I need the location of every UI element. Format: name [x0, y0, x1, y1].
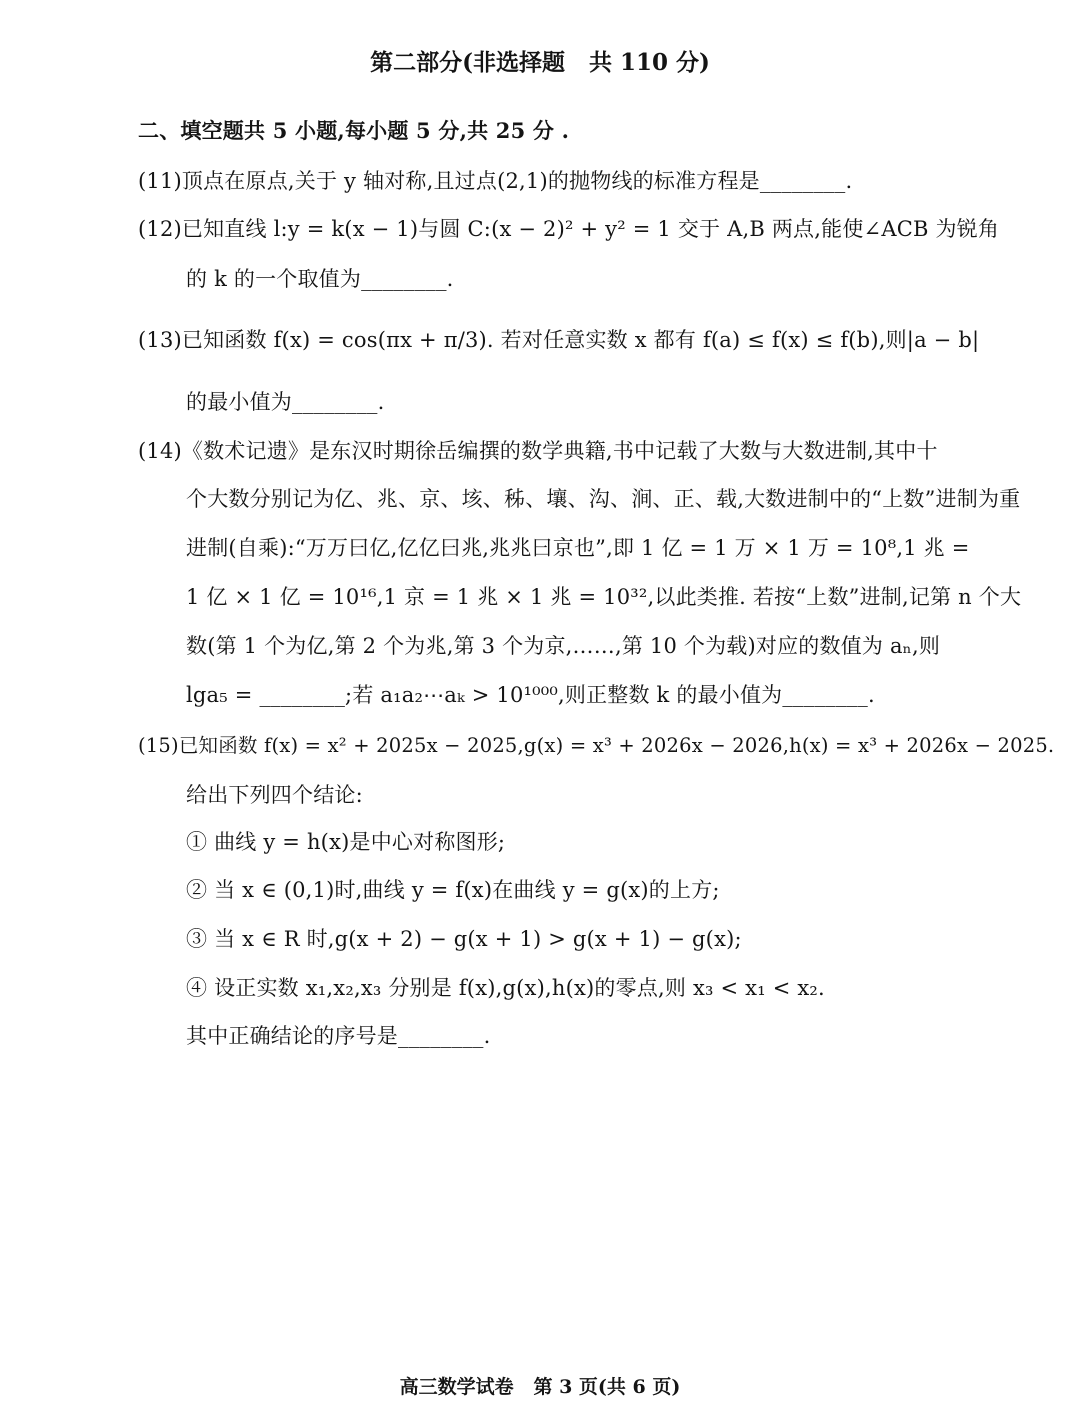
question-14-line-4: 1 亿 × 1 亿 = 10¹⁶,1 京 = 1 兆 × 1 兆 = 10³²,以此类推. 若按“上数”进制,记第 n 个大 — [186, 585, 1022, 609]
question-14-line-5: 数(第 1 个为亿,第 2 个为兆,第 3 个为京,……,第 10 个为载)对应的数值为 aₙ,则 — [186, 634, 941, 658]
question-14-line-1: (14)《数术记遗》是东汉时期徐岳编撰的数学典籍,书中记载了大数与大数进制,其中十 — [138, 439, 938, 463]
section-heading: 二、填空题共 5 小题,每小题 5 分,共 25 分 . — [138, 118, 570, 143]
question-14-line-3: 进制(自乘):“万万曰亿,亿亿曰兆,兆兆曰京也”,即 1 亿 = 1 万 × 1 万 = 10⁸,1 兆 = — [186, 536, 970, 560]
question-13-line-2: 的最小值为________. — [186, 390, 385, 414]
question-15-last-line: 其中正确结论的序号是________. — [186, 1024, 491, 1048]
question-15-line-1: (15)已知函数 f(x) = x² + 2025x − 2025,g(x) = x³ + 2026x − 2026,h(x) = x³ + 2026x − 2025. — [138, 734, 1055, 757]
question-15-option-1: ① 曲线 y = h(x)是中心对称图形; — [186, 830, 506, 854]
question-15-line-2: 给出下列四个结论: — [186, 783, 363, 807]
page-title: 第二部分(非选择题 共 110 分) — [370, 49, 710, 76]
question-15-option-3: ③ 当 x ∈ R 时,g(x + 2) − g(x + 1) > g(x + 1) − g(x); — [186, 927, 742, 951]
question-13-line-1: (13)已知函数 f(x) = cos(πx + π/3). 若对任意实数 x 都有 f(a) ≤ f(x) ≤ f(b),则|a − b| — [138, 328, 980, 352]
question-15-option-4: ④ 设正实数 x₁,x₂,x₃ 分别是 f(x),g(x),h(x)的零点,则 x₃ < x₁ < x₂. — [186, 976, 825, 1000]
question-11-line-1: (11)顶点在原点,关于 y 轴对称,且过点(2,1)的抛物线的标准方程是________. — [138, 169, 853, 193]
question-12-line-2: 的 k 的一个取值为________. — [186, 267, 454, 291]
question-12-line-1: (12)已知直线 l:y = k(x − 1)与圆 C:(x − 2)² + y² = 1 交于 A,B 两点,能使∠ACB 为锐角 — [138, 217, 1000, 241]
question-14-line-6: lga₅ = ________;若 a₁a₂⋯aₖ > 10¹⁰⁰⁰,则正整数 k 的最小值为________. — [186, 683, 875, 707]
page-footer: 高三数学试卷 第 3 页(共 6 页) — [399, 1376, 681, 1398]
question-15-option-2: ② 当 x ∈ (0,1)时,曲线 y = f(x)在曲线 y = g(x)的上方; — [186, 878, 720, 902]
question-14-line-2: 个大数分别记为亿、兆、京、垓、秭、壤、沟、涧、正、载,大数进制中的“上数”进制为重 — [186, 487, 1021, 511]
